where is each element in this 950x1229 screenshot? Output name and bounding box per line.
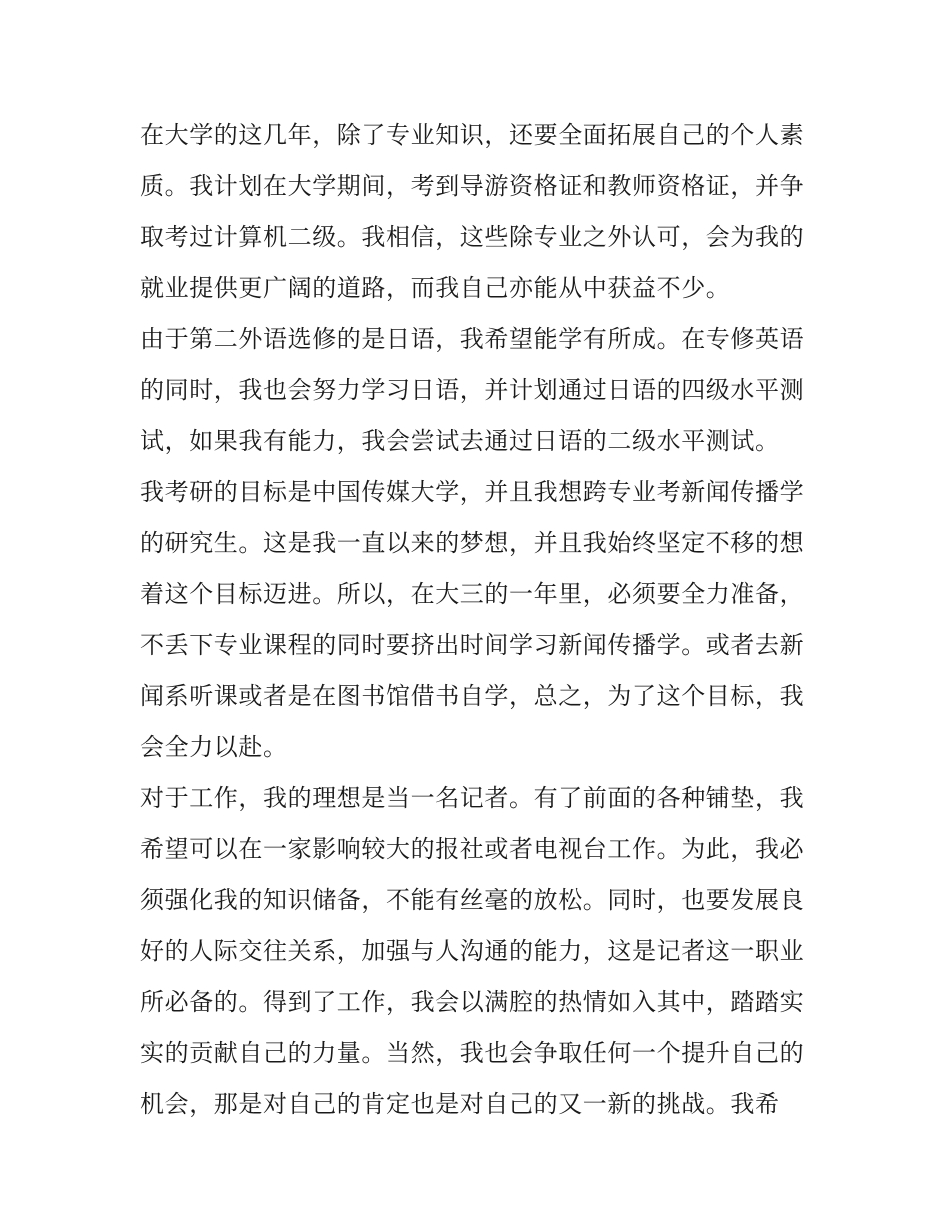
text-line: 就业提供更广阔的道路，而我自己亦能从中获益不少。 xyxy=(140,274,731,302)
text-line: 对于工作，我的理想是当一名记者。有了前面的各种铺垫，我 xyxy=(140,784,805,812)
text-line: 着这个目标迈进。所以，在大三的一年里，必须要全力准备， xyxy=(140,580,805,608)
text-line: 不丢下专业课程的同时要挤出时间学习新闻传播学。或者去新 xyxy=(140,631,805,659)
text-line: 机会，那是对自己的肯定也是对自己的又一新的挑战。我希 xyxy=(140,1090,780,1118)
document-body xyxy=(140,110,812,1130)
text-line: 质。我计划在大学期间，考到导游资格证和教师资格证，并争 xyxy=(140,172,805,200)
text-line: 由于第二外语选修的是日语，我希望能学有所成。在专修英语 xyxy=(140,325,805,353)
text-line: 实的贡献自己的力量。当然，我也会争取任何一个提升自己的 xyxy=(140,1039,805,1067)
text-line: 我考研的目标是中国传媒大学，并且我想跨专业考新闻传播学 xyxy=(140,478,805,506)
text-line: 好的人际交往关系，加强与人沟通的能力，这是记者这一职业 xyxy=(140,937,805,965)
text-line: 希望可以在一家影响较大的报社或者电视台工作。为此，我必 xyxy=(140,835,805,863)
text-line: 闻系听课或者是在图书馆借书自学，总之，为了这个目标，我 xyxy=(140,682,805,710)
text-line: 须强化我的知识储备，不能有丝毫的放松。同时，也要发展良 xyxy=(140,886,805,914)
text-line: 取考过计算机二级。我相信，这些除专业之外认可，会为我的 xyxy=(140,223,805,251)
text-line: 在大学的这几年，除了专业知识，还要全面拓展自己的个人素 xyxy=(140,121,805,149)
text-line: 会全力以赴。 xyxy=(140,733,288,761)
text-line: 的研究生。这是我一直以来的梦想，并且我始终坚定不移的想 xyxy=(140,529,805,557)
text-line: 的同时，我也会努力学习日语，并计划通过日语的四级水平测 xyxy=(140,376,805,404)
text-line: 所必备的。得到了工作，我会以满腔的热情如入其中，踏踏实 xyxy=(140,988,805,1016)
text-line: 试，如果我有能力，我会尝试去通过日语的二级水平测试。 xyxy=(140,427,780,455)
